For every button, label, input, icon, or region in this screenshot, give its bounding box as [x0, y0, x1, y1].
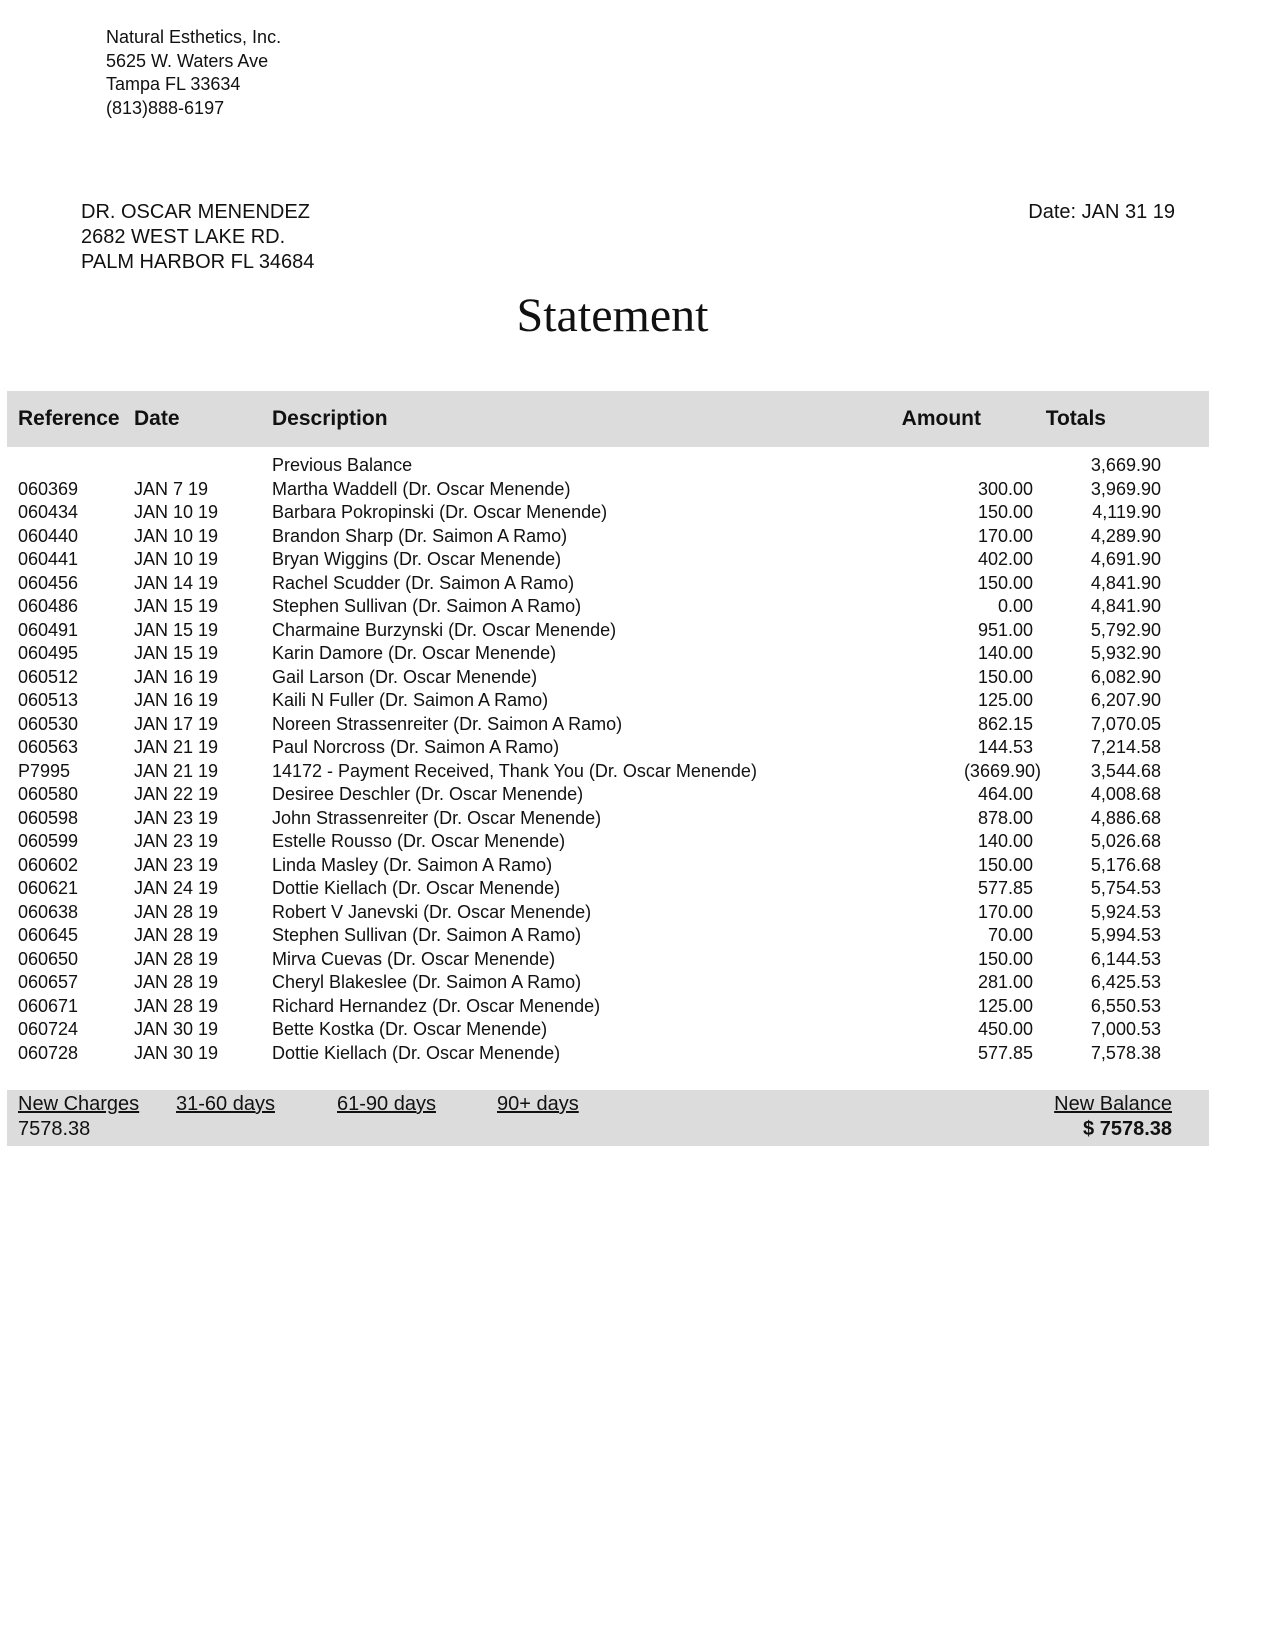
cell-description: Rachel Scudder (Dr. Saimon A Ramo): [272, 572, 575, 593]
cell-amount: 281.00: [977, 972, 1033, 992]
cell-reference: 060491: [18, 619, 79, 640]
table-row: [0, 854, 1275, 878]
cell-description: Noreen Strassenreiter (Dr. Saimon A Ramo): [272, 713, 623, 734]
cell-date: JAN 16 19: [134, 666, 219, 687]
cell-reference: 060495: [18, 643, 79, 663]
cell-amount: 577.85: [977, 878, 1033, 898]
cell-description: Kaili N Fuller (Dr. Saimon A Ramo): [272, 690, 549, 710]
recipient-address: [81, 200, 314, 275]
cell-reference: P7995: [18, 760, 71, 781]
sender-name: Natural Esthetics, Inc.: [106, 27, 282, 47]
recipient-name: DR. OSCAR MENENDEZ: [81, 201, 310, 223]
cell-reference: 060645: [18, 925, 79, 945]
cell-total: 4,841.90: [1090, 596, 1161, 616]
cell-description: Bryan Wiggins (Dr. Oscar Menende): [272, 549, 562, 569]
cell-reference: 060650: [18, 948, 79, 969]
table-row: [0, 572, 1275, 596]
table-row: [0, 642, 1275, 666]
cell-description: Richard Hernandez (Dr. Oscar Menende): [272, 995, 601, 1016]
cell-description: Estelle Rousso (Dr. Oscar Menende): [272, 831, 566, 851]
cell-total: 5,924.53: [1090, 901, 1161, 922]
table-row: [0, 478, 1275, 502]
cell-amount: 150.00: [977, 502, 1033, 522]
cell-reference: 060369: [18, 478, 79, 499]
cell-date: JAN 30 19: [134, 1042, 219, 1063]
cell-reference: 060657: [18, 972, 79, 992]
cell-description: Stephen Sullivan (Dr. Saimon A Ramo): [272, 596, 582, 616]
cell-amount: 300.00: [977, 478, 1033, 499]
cell-reference: 060434: [18, 502, 79, 522]
cell-amount: 150.00: [977, 572, 1033, 593]
cell-date: JAN 30 19: [134, 1019, 219, 1039]
cell-reference: 060440: [18, 525, 79, 546]
cell-amount: 450.00: [977, 1019, 1033, 1039]
table-row: [0, 807, 1275, 831]
cell-amount: 144.53: [977, 737, 1033, 757]
table-row: [0, 689, 1275, 713]
new-balance-label: New Balance: [1054, 1093, 1172, 1115]
cell-total: 3,544.68: [1090, 760, 1161, 781]
cell-reference: 060512: [18, 666, 79, 687]
cell-description: Previous Balance: [272, 455, 413, 475]
cell-total: 6,144.53: [1090, 948, 1161, 969]
table-row: [0, 525, 1275, 549]
cell-date: JAN 16 19: [134, 690, 219, 710]
cell-amount: 70.00: [987, 925, 1033, 945]
cell-total: 4,691.90: [1090, 549, 1161, 569]
cell-description: John Strassenreiter (Dr. Oscar Menende): [272, 807, 602, 828]
cell-description: Gail Larson (Dr. Oscar Menende): [272, 666, 538, 687]
cell-total: 5,754.53: [1090, 878, 1161, 898]
table-row: [0, 877, 1275, 901]
cell-total: 7,214.58: [1090, 737, 1161, 757]
cell-description: Linda Masley (Dr. Saimon A Ramo): [272, 854, 553, 875]
cell-date: JAN 14 19: [134, 572, 219, 593]
column-header-description: Description: [272, 407, 388, 430]
cell-amount: 577.85: [977, 1042, 1033, 1063]
table-row: [0, 971, 1275, 995]
cell-reference: 060580: [18, 784, 79, 804]
cell-amount: 125.00: [977, 690, 1033, 710]
table-row: [0, 1042, 1275, 1066]
new-balance-value: $ 7578.38: [1083, 1118, 1172, 1140]
column-header-reference: Reference: [18, 407, 120, 430]
table-row: [0, 948, 1275, 972]
transaction-table: [0, 454, 1275, 1065]
cell-total: 3,669.90: [1090, 455, 1161, 475]
cell-reference: 060728: [18, 1042, 79, 1063]
table-row: [0, 1018, 1275, 1042]
cell-date: JAN 28 19: [134, 948, 219, 969]
cell-total: 5,994.53: [1090, 925, 1161, 945]
table-row: [0, 619, 1275, 643]
sender-city: Tampa FL 33634: [106, 74, 241, 94]
cell-date: JAN 28 19: [134, 995, 219, 1016]
table-row: [0, 830, 1275, 854]
recipient-street: 2682 WEST LAKE RD.: [81, 226, 286, 248]
cell-reference: 060598: [18, 807, 79, 828]
cell-date: JAN 21 19: [134, 737, 219, 757]
cell-reference: 060602: [18, 854, 79, 875]
cell-description: Brandon Sharp (Dr. Saimon A Ramo): [272, 525, 568, 546]
cell-amount: 951.00: [977, 619, 1033, 640]
cell-description: Desiree Deschler (Dr. Oscar Menende): [272, 784, 584, 804]
sender-phone: (813)888-6197: [106, 97, 225, 118]
new-charges-label: New Charges: [18, 1093, 140, 1115]
cell-amount: 150.00: [977, 666, 1033, 687]
cell-date: JAN 23 19: [134, 831, 219, 851]
cell-description: Barbara Pokropinski (Dr. Oscar Menende): [272, 502, 608, 522]
cell-total: 6,082.90: [1090, 666, 1161, 687]
cell-date: JAN 10 19: [134, 525, 219, 546]
cell-date: JAN 28 19: [134, 901, 219, 922]
table-row: [0, 736, 1275, 760]
table-row: [0, 901, 1275, 925]
cell-reference: 060456: [18, 572, 79, 593]
cell-total: 7,000.53: [1090, 1019, 1161, 1039]
statement-date: Date: JAN 31 19: [1028, 201, 1175, 223]
table-header: [7, 391, 1209, 447]
cell-date: JAN 7 19: [134, 478, 209, 499]
column-header-amount: Amount: [901, 407, 981, 430]
cell-date: JAN 22 19: [134, 784, 219, 804]
cell-total: 4,841.90: [1090, 572, 1161, 593]
cell-date: JAN 23 19: [134, 854, 219, 875]
cell-amount: 402.00: [977, 549, 1033, 569]
cell-reference: 060599: [18, 831, 79, 851]
cell-amount: 464.00: [977, 784, 1033, 804]
cell-total: 4,289.90: [1090, 525, 1161, 546]
cell-amount: 878.00: [977, 807, 1033, 828]
cell-amount: (3669.90): [963, 760, 1041, 781]
cell-amount: 170.00: [977, 901, 1033, 922]
days-61-90-label: 61-90 days: [337, 1093, 436, 1115]
sender-address: [106, 26, 281, 120]
table-row: [0, 666, 1275, 690]
cell-total: 7,070.05: [1090, 713, 1161, 734]
cell-date: JAN 10 19: [134, 502, 219, 522]
cell-amount: 140.00: [977, 831, 1033, 851]
cell-total: 5,176.68: [1090, 854, 1161, 875]
cell-date: JAN 24 19: [134, 878, 219, 898]
table-row: [0, 595, 1275, 619]
cell-amount: 0.00: [997, 596, 1033, 616]
cell-description: Stephen Sullivan (Dr. Saimon A Ramo): [272, 925, 582, 945]
cell-date: JAN 21 19: [134, 760, 219, 781]
cell-description: Karin Damore (Dr. Oscar Menende): [272, 643, 557, 663]
cell-reference: 060724: [18, 1019, 79, 1039]
recipient-city: PALM HARBOR FL 34684: [81, 251, 315, 273]
cell-description: Dottie Kiellach (Dr. Oscar Menende): [272, 1042, 561, 1063]
table-row: [0, 924, 1275, 948]
cell-description: Martha Waddell (Dr. Oscar Menende): [272, 478, 571, 499]
cell-description: Robert V Janevski (Dr. Oscar Menende): [272, 901, 592, 922]
cell-reference: 060486: [18, 596, 79, 616]
page-title: Statement: [516, 289, 709, 342]
cell-amount: 150.00: [977, 948, 1033, 969]
cell-total: 5,792.90: [1090, 619, 1161, 640]
cell-description: Paul Norcross (Dr. Saimon A Ramo): [272, 737, 560, 757]
cell-amount: 862.15: [977, 713, 1033, 734]
days-90-plus-label: 90+ days: [497, 1093, 579, 1115]
cell-total: 6,425.53: [1090, 972, 1161, 992]
cell-total: 6,550.53: [1090, 995, 1161, 1016]
table-row: [0, 713, 1275, 737]
table-row: [0, 760, 1275, 784]
cell-date: JAN 15 19: [134, 596, 219, 616]
cell-date: JAN 15 19: [134, 619, 219, 640]
cell-date: JAN 28 19: [134, 972, 219, 992]
cell-date: JAN 28 19: [134, 925, 219, 945]
cell-description: Charmaine Burzynski (Dr. Oscar Menende): [272, 619, 617, 640]
cell-reference: 060621: [18, 878, 79, 898]
cell-description: 14172 - Payment Received, Thank You (Dr. Oscar Menende): [272, 760, 757, 781]
cell-amount: 150.00: [977, 854, 1033, 875]
cell-date: JAN 15 19: [134, 643, 219, 663]
cell-reference: 060441: [18, 549, 79, 569]
new-charges-value: 7578.38: [18, 1118, 91, 1140]
table-row: [0, 501, 1275, 525]
cell-reference: 060638: [18, 901, 79, 922]
cell-total: 7,578.38: [1090, 1042, 1161, 1063]
cell-date: JAN 23 19: [134, 807, 219, 828]
cell-reference: 060671: [18, 995, 79, 1016]
table-row: [0, 783, 1275, 807]
table-row: [0, 454, 1275, 478]
column-header-totals: Totals: [1045, 407, 1106, 430]
cell-date: JAN 17 19: [134, 713, 219, 734]
summary-bar: [7, 1090, 1209, 1146]
cell-date: JAN 10 19: [134, 549, 219, 569]
column-header-date: Date: [134, 407, 180, 430]
cell-reference: 060530: [18, 713, 79, 734]
sender-street: 5625 W. Waters Ave: [106, 50, 269, 71]
cell-total: 4,886.68: [1090, 807, 1161, 828]
cell-reference: 060513: [18, 690, 79, 710]
table-row: [0, 995, 1275, 1019]
cell-description: Dottie Kiellach (Dr. Oscar Menende): [272, 878, 561, 898]
days-31-60-label: 31-60 days: [176, 1093, 275, 1115]
cell-total: 4,008.68: [1090, 784, 1161, 804]
cell-total: 4,119.90: [1092, 502, 1161, 522]
cell-description: Mirva Cuevas (Dr. Oscar Menende): [272, 948, 556, 969]
table-row: [0, 548, 1275, 572]
cell-total: 5,026.68: [1090, 831, 1161, 851]
cell-description: Cheryl Blakeslee (Dr. Saimon A Ramo): [272, 972, 582, 992]
cell-amount: 125.00: [977, 995, 1033, 1016]
cell-description: Bette Kostka (Dr. Oscar Menende): [272, 1019, 548, 1039]
cell-total: 5,932.90: [1090, 643, 1161, 663]
cell-amount: 140.00: [977, 643, 1033, 663]
cell-amount: 170.00: [977, 525, 1033, 546]
cell-total: 3,969.90: [1090, 478, 1161, 499]
cell-reference: 060563: [18, 737, 79, 757]
cell-total: 6,207.90: [1090, 690, 1161, 710]
